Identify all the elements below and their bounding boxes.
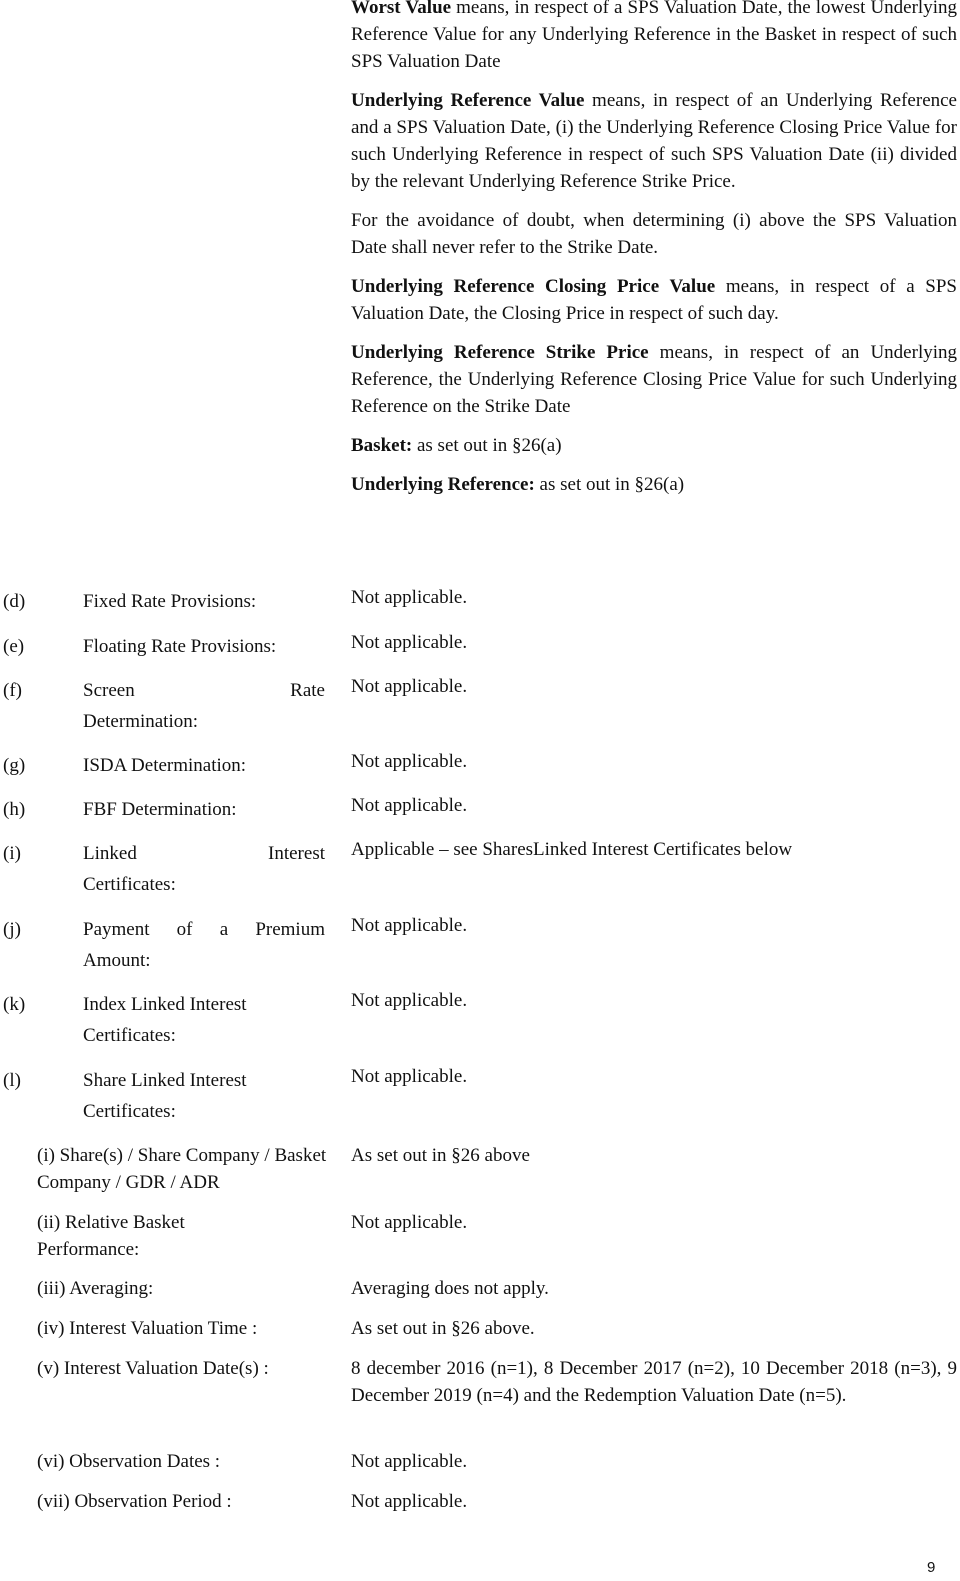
provision-label-line: Payment of a Premium <box>83 919 325 940</box>
provision-label-line <box>83 677 325 704</box>
provision-label <box>83 1067 325 1125</box>
share-linked-label: (i) Share(s) / Share Company / Basket Company / GDR / ADR <box>37 1145 327 1193</box>
provision-value: Not applicable. <box>351 632 468 653</box>
share-linked-label: (iii) Averaging: <box>37 1278 154 1299</box>
definition-closing-price-value <box>351 273 957 327</box>
provision-label-line: Certificates: <box>83 1101 176 1122</box>
share-linked-value: 8 december 2016 (n=1), 8 December 2017 (n=2), 10 December 2018 (n=3), 9 December 2019 (n=4) and the Redemption Valuation Date (n=5). <box>351 1358 957 1406</box>
provision-label: FBF Determination: <box>83 799 237 820</box>
provision-label-line: Certificates: <box>83 1025 176 1046</box>
page-number: 9 <box>927 1559 936 1576</box>
definition-underlying-reference <box>351 471 957 498</box>
provision-label: Floating Rate Provisions: <box>83 636 277 657</box>
definitions-block <box>351 0 957 510</box>
provision-label <box>83 677 325 735</box>
definition-term: Underlying Reference Value <box>351 90 585 111</box>
share-linked-value: Not applicable. <box>351 1491 468 1512</box>
definition-term: Underlying Reference Closing Price Value <box>351 276 716 297</box>
provision-letter: (k) <box>3 994 26 1015</box>
share-linked-value: Not applicable. <box>351 1451 468 1472</box>
share-linked-value: Averaging does not apply. <box>351 1278 549 1299</box>
provision-label: ISDA Determination: <box>83 755 247 776</box>
provision-label-line: Share Linked Interest <box>83 1070 247 1091</box>
provision-letter: (e) <box>3 636 25 657</box>
definition-term: Underlying Reference: <box>351 474 535 495</box>
provision-label-line: Certificates: <box>83 874 176 895</box>
definition-text: as set out in §26(a) <box>534 474 685 495</box>
definition-text: means, in respect of a SPS Valuation Date, the Closing Price in respect of such day. <box>351 276 957 324</box>
provision-label-word: Screen <box>83 680 135 701</box>
provision-value: Not applicable. <box>351 915 468 936</box>
share-linked-value: As set out in §26 above <box>351 1145 530 1166</box>
share-linked-value: As set out in §26 above. <box>351 1318 535 1339</box>
provision-letter: (f) <box>3 680 22 701</box>
provision-label <box>83 840 325 898</box>
definition-worst-value <box>351 0 957 75</box>
provision-value: Not applicable. <box>351 587 468 608</box>
definition-basket <box>351 432 957 459</box>
provision-letter: (l) <box>3 1070 21 1091</box>
provision-value: Not applicable. <box>351 795 468 816</box>
definition-underlying-reference-value <box>351 87 957 195</box>
provision-label-word: Rate <box>290 680 325 701</box>
share-linked-value: Not applicable. <box>351 1212 468 1233</box>
share-linked-label: (iv) Interest Valuation Time : <box>37 1318 258 1339</box>
share-linked-label: (vi) Observation Dates : <box>37 1451 221 1472</box>
provision-label: Fixed Rate Provisions: <box>83 591 257 612</box>
definition-text: means, in respect of an Underlying Reference and a SPS Valuation Date, (i) the Underlying Reference Closing Price Value for such Underlying Reference in respect of such SPS Valuation Date (ii) divided by the relevant Underlying Reference Strike Price. <box>351 90 957 192</box>
definition-strike-price <box>351 339 957 420</box>
share-linked-label: (vii) Observation Period : <box>37 1491 232 1512</box>
definition-term: Basket: <box>351 435 413 456</box>
provision-label-word: Interest <box>268 843 325 864</box>
provision-label-line <box>83 840 325 867</box>
provision-letter: (d) <box>3 591 26 612</box>
provision-label-line: Index Linked Interest <box>83 994 247 1015</box>
provision-value: Not applicable. <box>351 751 468 772</box>
definition-text: means, in respect of an Underlying Reference, the Underlying Reference Closing Price Value for such Underlying Reference on the Strike Date <box>351 342 957 417</box>
share-linked-label: (v) Interest Valuation Date(s) : <box>37 1358 269 1379</box>
avoidance-of-doubt-note <box>351 207 957 261</box>
provision-letter: (i) <box>3 843 21 864</box>
provision-value: Not applicable. <box>351 990 468 1011</box>
provision-label <box>83 991 325 1049</box>
provision-value: Applicable – see SharesLinked Interest Certificates below <box>351 839 793 860</box>
provision-value: Not applicable. <box>351 1066 468 1087</box>
definition-text: as set out in §26(a) <box>412 435 562 456</box>
definition-text: For the avoidance of doubt, when determining (i) above the SPS Valuation Date shall never refer to the Strike Date. <box>351 210 957 258</box>
provision-letter: (g) <box>3 755 26 776</box>
provision-label-word: Linked <box>83 843 137 864</box>
provision-letter: (j) <box>3 919 21 940</box>
provision-value: Not applicable. <box>351 676 468 697</box>
share-linked-label: (ii) Relative Basket Performance: <box>37 1212 185 1260</box>
definition-term: Worst Value <box>351 0 452 18</box>
definition-text: means, in respect of a SPS Valuation Date, the lowest Underlying Reference Value for any Underlying Reference in the Basket in respect of such SPS Valuation Date <box>351 0 957 72</box>
provision-letter: (h) <box>3 799 26 820</box>
definition-term: Underlying Reference Strike Price <box>351 342 649 363</box>
provision-label-line: Determination: <box>83 711 199 732</box>
provision-label-line: Amount: <box>83 950 151 971</box>
provision-label <box>83 916 325 974</box>
